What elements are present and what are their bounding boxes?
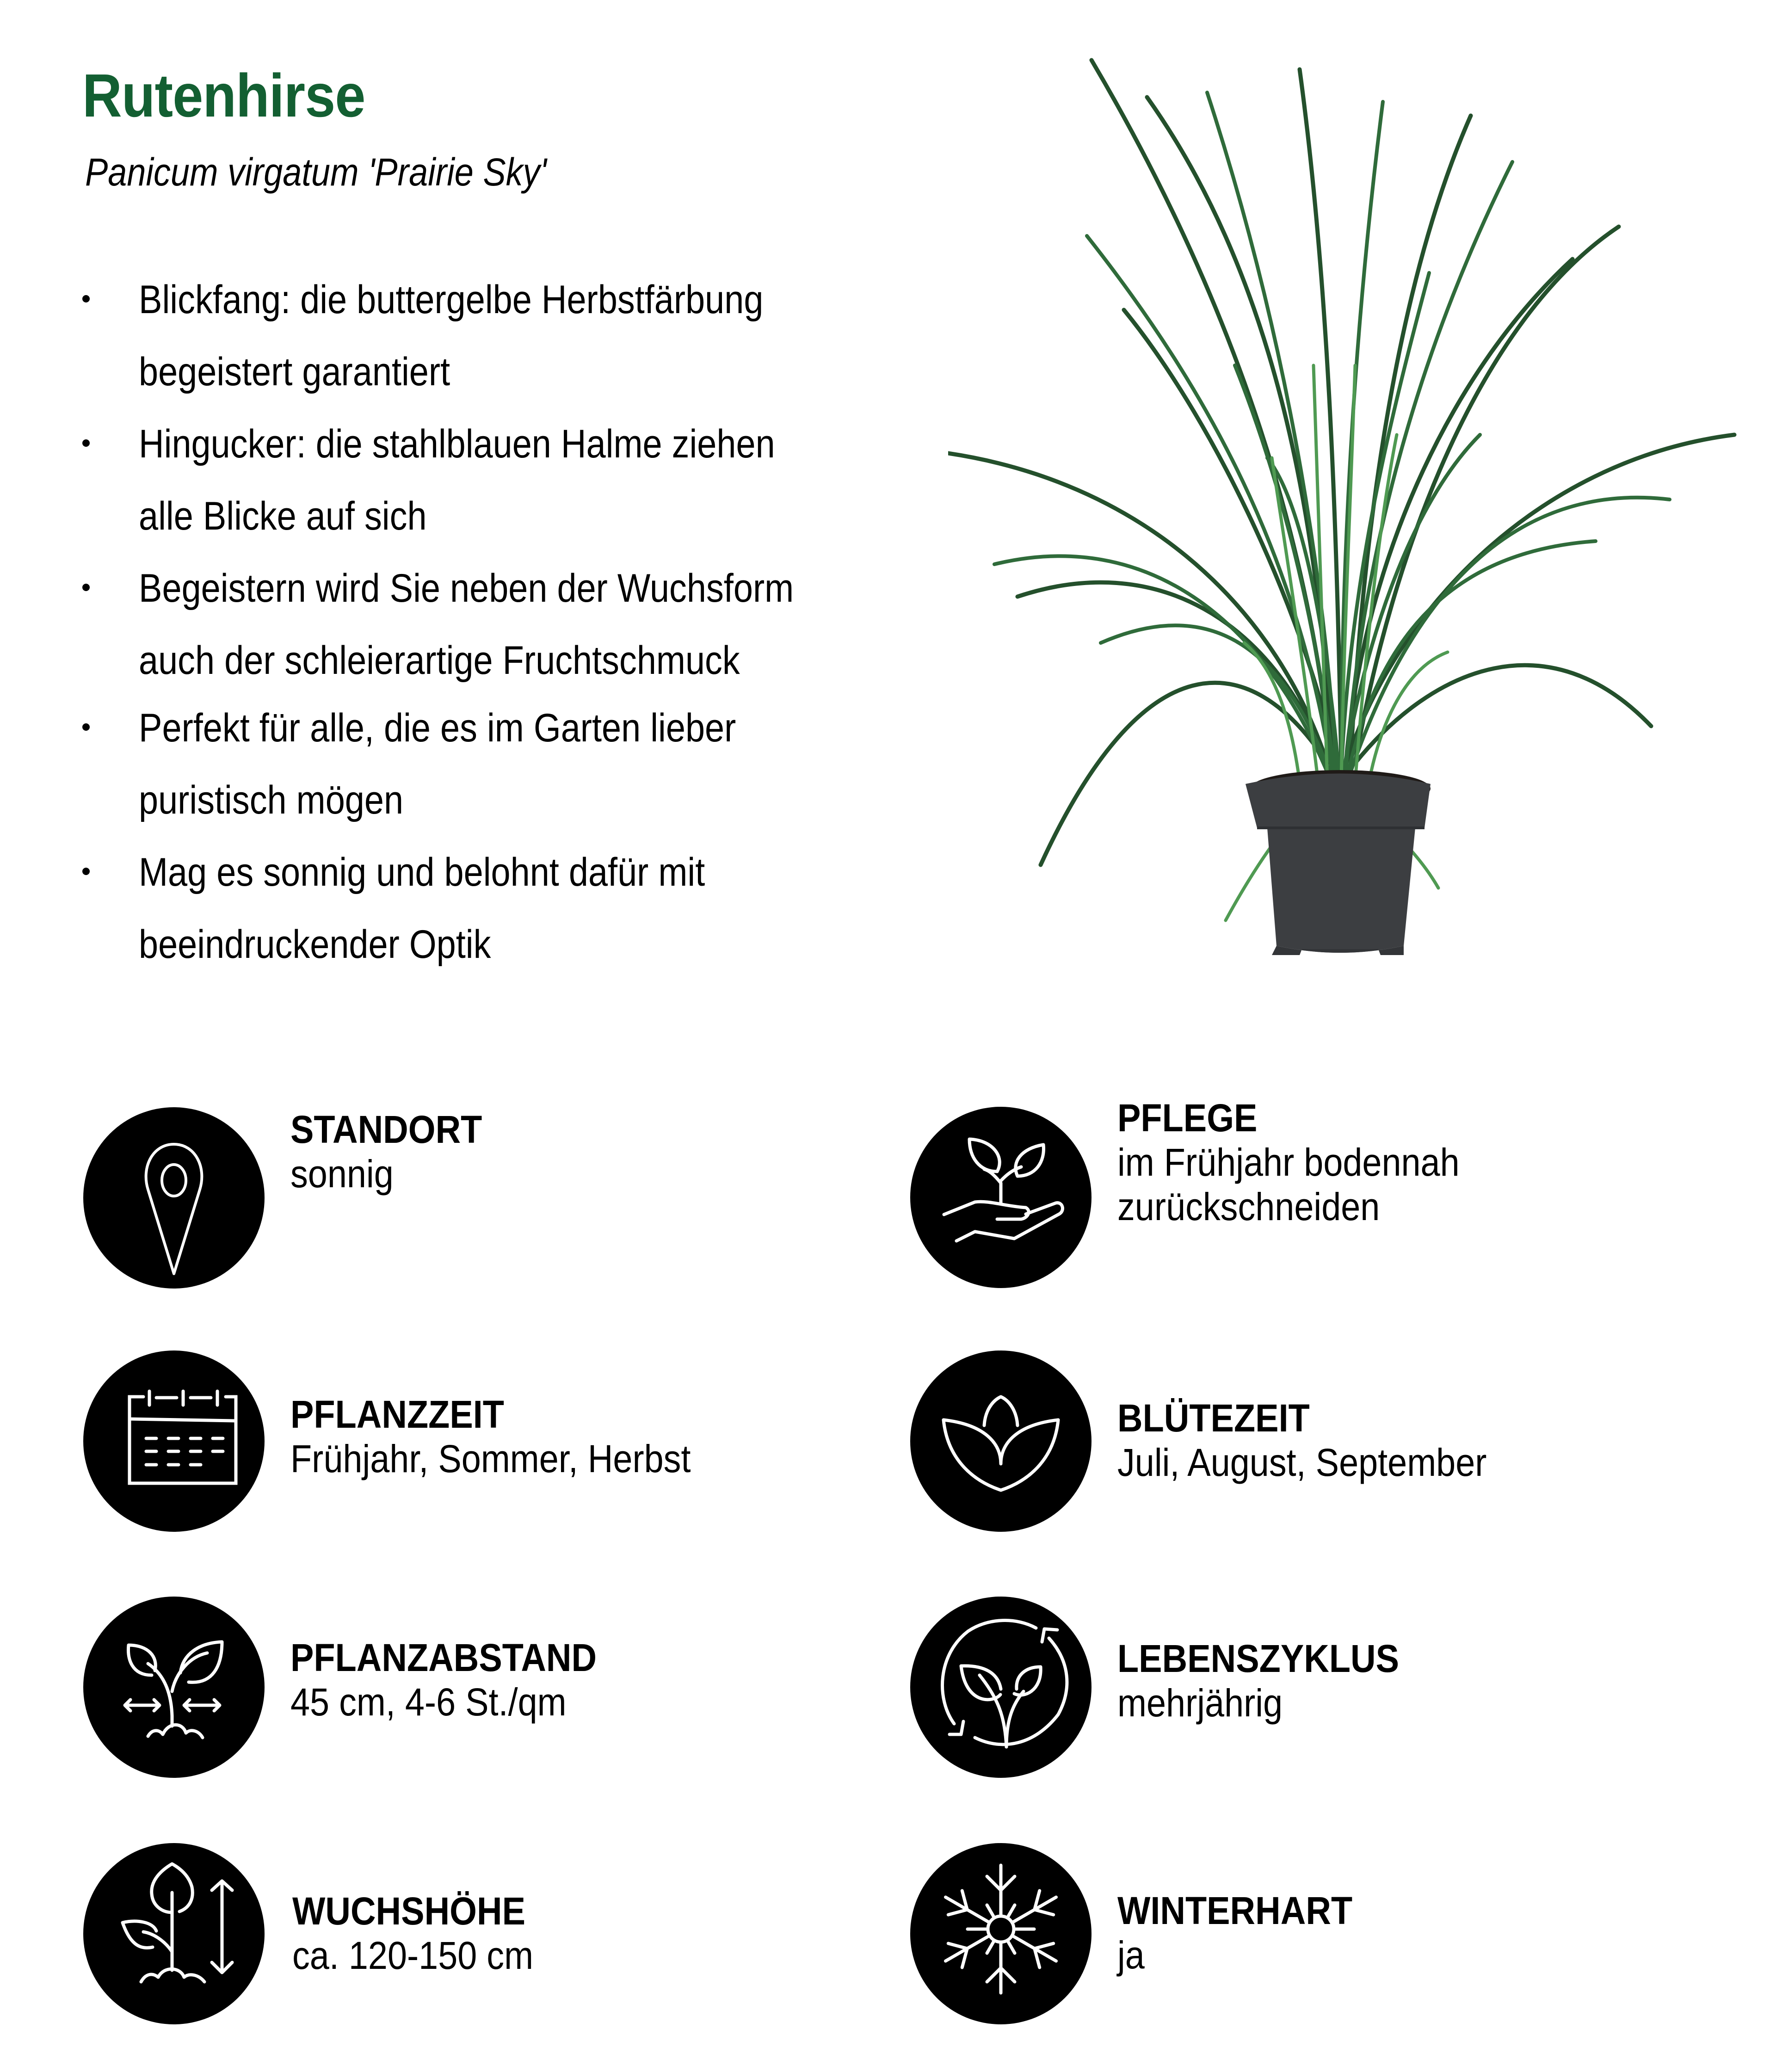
info-value: ca. 120-150 cm (292, 1934, 534, 1977)
info-label (1117, 1396, 1659, 1485)
calendar-icon (83, 1350, 265, 1532)
product-image (948, 42, 1758, 967)
info-item-wuchshoehe (83, 1843, 893, 2024)
info-value: sonnig (290, 1152, 394, 1196)
info-item-pflege (910, 1096, 1720, 1288)
info-heading: PFLEGE (1117, 1096, 1258, 1140)
feature-item (0, 264, 925, 408)
feature-text: Perfekt für alle, die es im Garten lieber puristisch mögen (139, 706, 736, 822)
feature-text: Blickfang: die buttergelbe Herbstfärbung begeistert garantiert (139, 278, 764, 394)
bullet-icon (82, 723, 90, 731)
info-label (1117, 1888, 1659, 1977)
info-value: 45 cm, 4-6 St./qm (290, 1680, 567, 1724)
info-value: im Frühjahr bodennah (1117, 1141, 1460, 1184)
feature-list (0, 264, 925, 980)
info-value: Juli, August, September (1117, 1441, 1487, 1484)
info-heading: LEBENSZYKLUS (1117, 1637, 1400, 1680)
info-label (292, 1889, 833, 1978)
info-item-pflanzabstand (83, 1597, 893, 1778)
info-value: ja (1117, 1933, 1145, 1977)
info-label (290, 1635, 832, 1724)
lifecycle-icon (910, 1597, 1092, 1778)
info-heading: PFLANZABSTAND (290, 1636, 597, 1679)
info-heading: WINTERHART (1117, 1889, 1353, 1932)
flower-bud-icon (910, 1350, 1092, 1532)
feature-item (0, 692, 925, 836)
bullet-icon (82, 868, 90, 875)
info-heading: WUCHSHÖHE (292, 1889, 525, 1933)
info-item-bluetezeit (910, 1350, 1720, 1532)
feature-item (0, 836, 925, 980)
feature-text: Mag es sonnig und belohnt dafür mit beeindruckender Optik (139, 850, 705, 967)
bullet-icon (82, 584, 90, 591)
feature-item (0, 408, 925, 552)
info-item-lebenszyklus (910, 1597, 1720, 1778)
plant-height-icon (83, 1843, 265, 2024)
info-value: mehrjährig (1117, 1681, 1283, 1725)
info-item-pflanzzeit (83, 1350, 893, 1532)
info-heading: PFLANZZEIT (290, 1393, 504, 1436)
product-title: Rutenhirse (82, 62, 365, 130)
info-label (290, 1107, 832, 1196)
info-heading: STANDORT (290, 1108, 482, 1151)
bullet-icon (82, 439, 90, 447)
info-item-standort (83, 1107, 893, 1289)
feature-item (0, 552, 925, 697)
snowflake-icon (910, 1843, 1092, 2024)
seedling-spacing-icon (83, 1597, 265, 1778)
feature-text: Hingucker: die stahlblauen Halme ziehen alle Blicke auf sich (139, 422, 775, 538)
botanical-name: Panicum virgatum 'Prairie Sky' (85, 150, 547, 194)
info-label (1117, 1096, 1659, 1229)
info-item-winterhart (910, 1843, 1720, 2024)
location-pin-icon (83, 1107, 265, 1289)
info-label (1117, 1636, 1659, 1725)
info-heading: BLÜTEZEIT (1117, 1396, 1310, 1440)
info-label (290, 1392, 832, 1481)
feature-text: Begeistern wird Sie neben der Wuchsform auch der schleierartige Fruchtschmuck (139, 566, 794, 683)
hand-seedling-icon (910, 1107, 1092, 1288)
info-value: Frühjahr, Sommer, Herbst (290, 1437, 691, 1480)
plant-illustration (948, 42, 1758, 967)
bullet-icon (82, 295, 90, 302)
info-value: zurückschneiden (1117, 1185, 1380, 1228)
